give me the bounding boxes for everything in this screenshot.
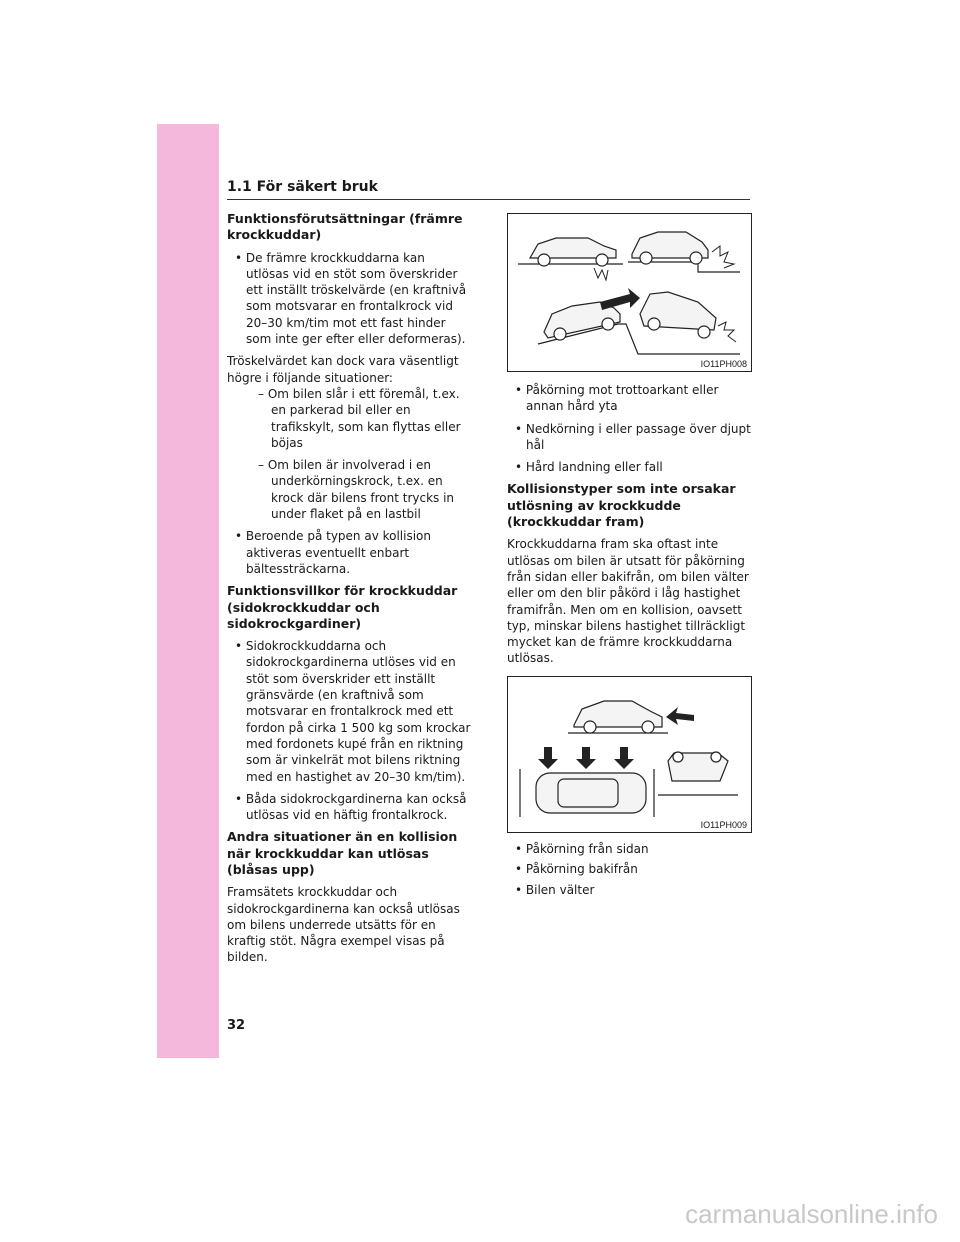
left-column bbox=[227, 211, 471, 972]
section-header bbox=[227, 179, 750, 200]
dash-item-object: – Om bilen slår i ett föremål, t.ex. en parkerad bil eller en trafikskylt, som kan flyttas eller böjas bbox=[258, 386, 461, 450]
illustration-underbody-impacts bbox=[507, 213, 752, 372]
illustration-non-deploy-collisions bbox=[507, 676, 752, 833]
bullet-front-threshold: • De främre krockkuddarna kan utlösas vid en stöt som överskrider ett inställt tröskelvärde (en kraftnivå som motsvarar en frontalkrock vid 20–30 km/tim mot ett fast hinder som inte ger efter eller deformeras). bbox=[235, 250, 467, 347]
dash-item-underride: – Om bilen är involverad i en underkörningskrock, t.ex. en krock där bilens front trycks in under flaket på en lastbil bbox=[258, 458, 455, 522]
figure-label: IO11PH009 bbox=[700, 820, 747, 830]
heading-front-airbags: Funktionsförutsättningar (främre krockkuddar) bbox=[227, 211, 463, 243]
bullet-side-impact: • Påkörning från sidan bbox=[515, 842, 649, 856]
right-column-lower bbox=[507, 841, 751, 898]
page-number: 32 bbox=[227, 1018, 246, 1033]
bullet-curtains: • Båda sidokrockgardinerna kan också utlösas vid en häftig frontalkrock. bbox=[235, 791, 467, 823]
figure-label: IO11PH008 bbox=[700, 359, 747, 369]
bullet-pretensioners: • Beroende på typen av kollision aktiveras eventuellt enbart bältessträckarna. bbox=[235, 529, 432, 576]
non-deploy-drawing bbox=[508, 677, 751, 832]
section-title: 1.1 För säkert bruk bbox=[227, 179, 378, 195]
bullet-rollover: • Bilen välter bbox=[515, 882, 595, 897]
bullet-hole: • Nedkörning i eller passage över djupt hål bbox=[515, 421, 751, 452]
heading-side-airbags: Funktionsvillkor för krockkuddar (sidokrockkuddar och sidokrockgardiner) bbox=[227, 583, 458, 631]
paragraph-threshold: Tröskelvärdet kan dock vara väsentligt högre i följande situationer: bbox=[227, 354, 459, 385]
heading-no-deploy: Kollisionstyper som inte orsakar utlösning av krockkudde (krockkuddar fram) bbox=[507, 481, 736, 530]
watermark: carmanualsonline.info bbox=[685, 1199, 938, 1229]
bullet-side-threshold: • Sidokrockkuddarna och sidokrockgardinerna utlöses vid en stöt som överskrider ett inställt gränsvärde (en kraftnivå som motsvarar en frontalkrock med ett fordon på cirka 1 500 kg som krockar med fordonets kupé från en riktning som är vinkelrät mot bilens riktning med en hastighet av 20–30 km/tim). bbox=[235, 639, 471, 784]
paragraph-underbody: Framsätets krockkuddar och sidokrockgardinerna kan också utlösas om bilens underrede utsätts för en kraftig stöt. Några exempel visas på bilden. bbox=[227, 885, 460, 965]
paragraph-no-deploy: Krockkuddarna fram ska oftast inte utlösas om bilen är utsatt för påkörning från sidan eller bakifrån, om bilen välter eller om den blir påkörd i låg hastighet framifrån. Men om en kollision, oavsett typ, minskar bilens hastighet tillräckligt mycket kan de främre krockkuddarna utlösas. bbox=[507, 537, 749, 666]
bullet-rear-impact: • Påkörning bakifrån bbox=[515, 862, 638, 877]
bullet-curb: • Påkörning mot trottoarkant eller annan hård yta bbox=[515, 383, 719, 414]
underbody-impact-drawing bbox=[508, 214, 751, 371]
heading-other-situations: Andra situationer än en kollision när krockkuddar kan utlösas (blåsas upp) bbox=[227, 829, 458, 877]
right-column bbox=[507, 382, 751, 673]
section-tab bbox=[157, 124, 219, 1058]
bullet-landing: • Hård landning eller fall bbox=[515, 460, 663, 475]
